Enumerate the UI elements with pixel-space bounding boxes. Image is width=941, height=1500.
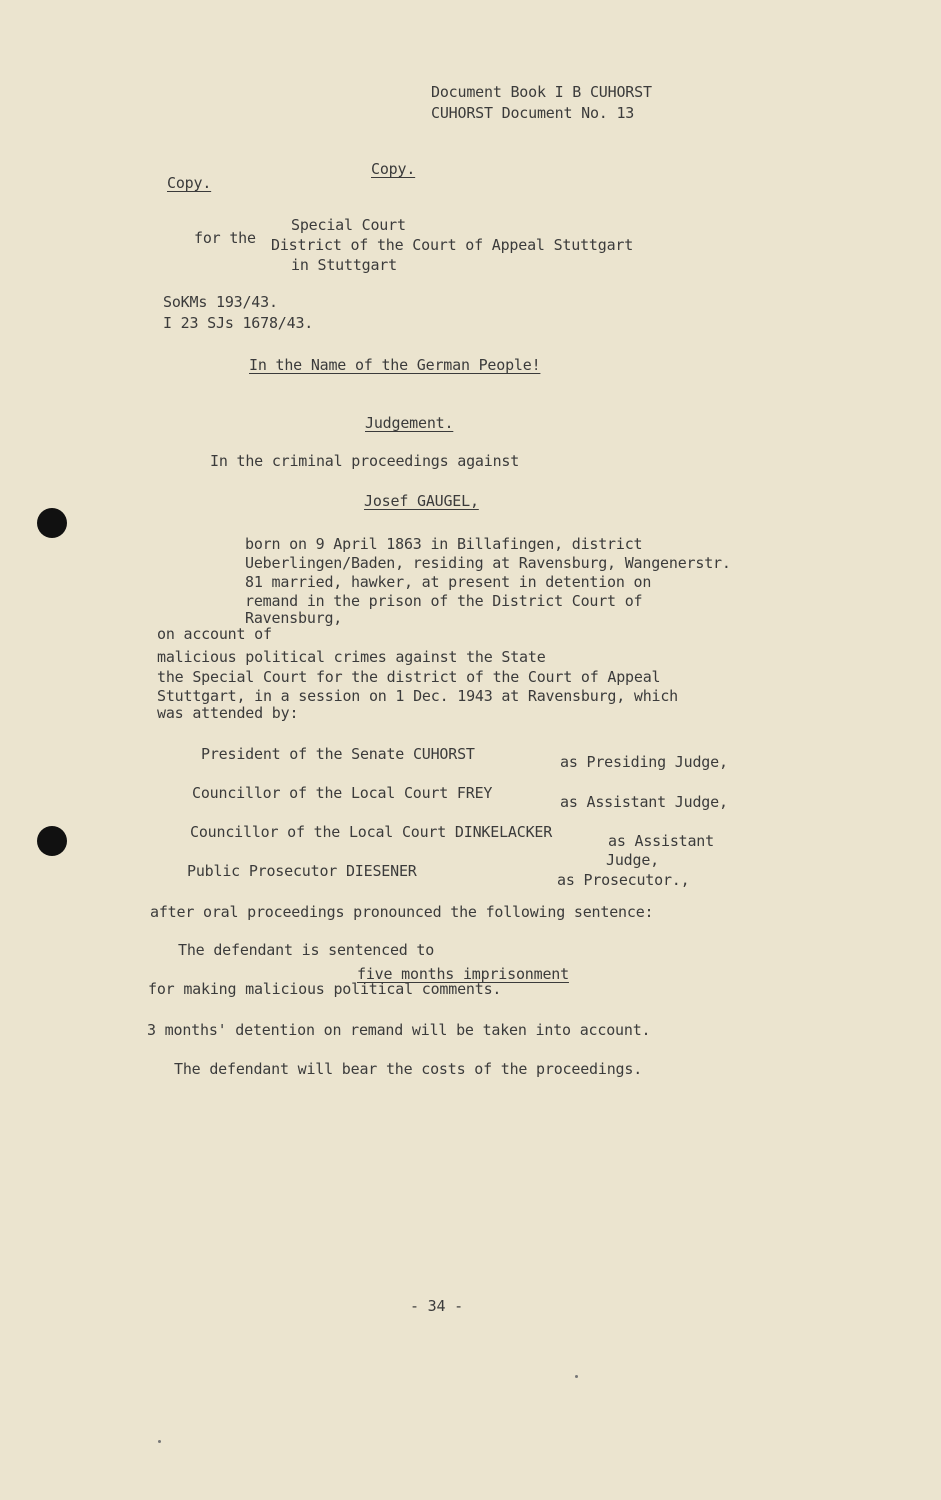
- defendant-detail-line: Ueberlingen/Baden, residing at Ravensburg, Wangenerstr.: [245, 554, 731, 572]
- sentence-intro: after oral proceedings pronounced the following sentence:: [150, 903, 654, 921]
- sentence-reason: for making malicious political comments.: [148, 980, 502, 998]
- defendant-detail-line: Ravensburg,: [245, 609, 343, 627]
- court-line-1: Special Court: [291, 216, 406, 234]
- page-number: - 34 -: [410, 1297, 463, 1315]
- attendee-person: President of the Senate CUHORST: [201, 745, 475, 763]
- punch-hole: [37, 826, 67, 856]
- attendee-person: Councillor of the Local Court DINKELACKER: [190, 823, 553, 841]
- case-reference: I 23 SJs 1678/43.: [163, 314, 314, 332]
- court-line-3: in Stuttgart: [291, 256, 397, 274]
- document-number-label: CUHORST Document No. 13: [431, 104, 635, 122]
- sentence-line: The defendant is sentenced to: [178, 941, 435, 959]
- punch-hole: [37, 508, 67, 538]
- document-book-label: Document Book I B CUHORST: [431, 83, 652, 101]
- case-reference: SoKMs 193/43.: [163, 293, 278, 311]
- attendee-role: Judge,: [606, 851, 659, 869]
- attendee-role: as Assistant: [608, 832, 714, 850]
- detention-note: 3 months' detention on remand will be taken into account.: [147, 1021, 651, 1039]
- attendee-role: as Assistant Judge,: [560, 793, 728, 811]
- attendee-role: as Prosecutor.,: [557, 871, 690, 889]
- judgement-title: Judgement.: [365, 414, 454, 432]
- charge-crime: malicious political crimes against the State: [157, 648, 546, 666]
- defendant-detail-line: remand in the prison of the District Court of: [245, 592, 643, 610]
- copy-label: Copy.: [167, 174, 212, 192]
- defendant-detail-line: born on 9 April 1863 in Billafingen, district: [245, 535, 643, 553]
- paper-speck: [575, 1375, 578, 1378]
- court-session-line: Stuttgart, in a session on 1 Dec. 1943 at Ravensburg, which: [157, 687, 679, 705]
- court-session-line: the Special Court for the district of the Court of Appeal: [157, 668, 661, 686]
- copy-label: Copy.: [371, 160, 416, 178]
- defendant-name: Josef GAUGEL,: [364, 492, 479, 510]
- defendant-detail-line: 81 married, hawker, at present in detention on: [245, 573, 652, 591]
- on-account-label: on account of: [157, 625, 272, 643]
- attendee-person: Councillor of the Local Court FREY: [192, 784, 493, 802]
- court-session-line: was attended by:: [157, 704, 299, 722]
- attendee-role: as Presiding Judge,: [560, 753, 728, 771]
- attendee-person: Public Prosecutor DIESENER: [187, 862, 417, 880]
- proceedings-intro: In the criminal proceedings against: [210, 452, 520, 470]
- sentence-term: five months imprisonment: [357, 965, 569, 983]
- costs-note: The defendant will bear the costs of the proceedings.: [174, 1060, 643, 1078]
- court-line-2: District of the Court of Appeal Stuttgart: [271, 236, 634, 254]
- paper-speck: [158, 1440, 161, 1443]
- heading-german-people: In the Name of the German People!: [249, 356, 541, 374]
- court-prefix: for the: [194, 229, 256, 247]
